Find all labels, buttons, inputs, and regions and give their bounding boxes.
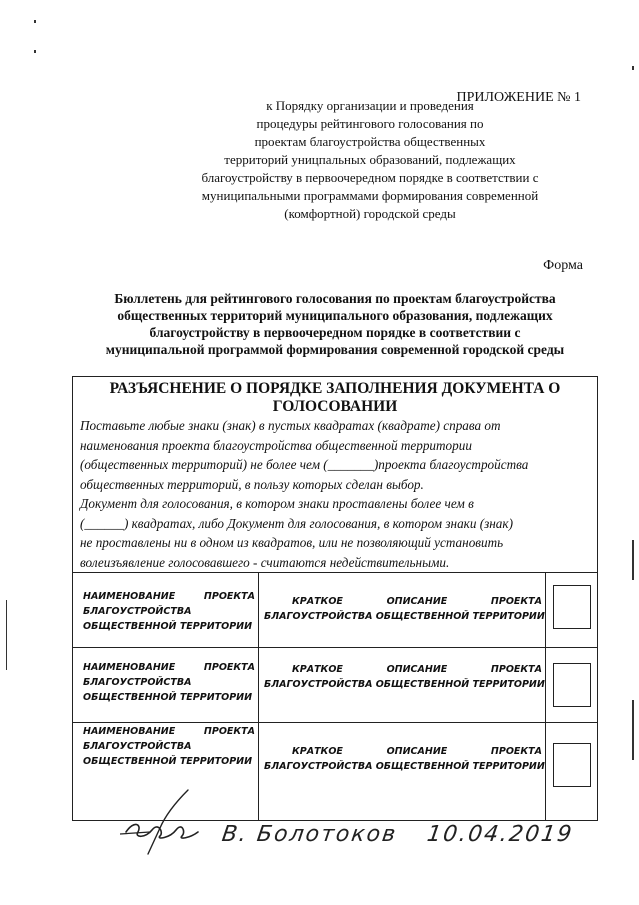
column-divider: [545, 572, 546, 820]
explanation-line: Документ для голосования, в котором знаки проставлены более чем в: [80, 496, 474, 511]
label-word: НАИМЕНОВАНИЕ: [83, 662, 176, 673]
scan-mark: [6, 600, 7, 670]
scan-mark: [34, 20, 36, 23]
explanation-line: наименования проекта благоустройства общественной территории: [80, 437, 472, 453]
explanation-line: Поставьте любые знаки (знак) в пустых квадратах (квадрате) справа от: [80, 418, 501, 433]
ballot-title-line: благоустройству в первоочередном порядке в соответствии с: [149, 325, 521, 340]
explanation-line: волеизъявление голосовавшего - считаются недействительными.: [80, 554, 450, 570]
ballot-title: [72, 290, 598, 358]
project-description-cell: [264, 594, 545, 624]
project-description-cell: [264, 744, 545, 774]
label-word: ОПИСАНИЕ: [386, 664, 448, 675]
label-line: БЛАГОУСТРОЙСТВА ОБЩЕСТВЕННОЙ ТЕРРИТОРИИ: [264, 611, 545, 622]
label-word: ПРОЕКТА: [203, 662, 255, 673]
project-name-cell: [83, 589, 255, 634]
appendix-reference-line: процедуры рейтингового голосования по: [256, 116, 484, 131]
appendix-reference-line: к Порядку организации и проведения: [266, 98, 474, 113]
explanation-line: (______) квадратах, либо Документ для голосования, в котором знаки (знак): [80, 515, 513, 531]
vote-checkbox[interactable]: [553, 585, 591, 629]
form-label: Форма: [543, 258, 583, 273]
scan-mark: [34, 50, 36, 53]
label-line: БЛАГОУСТРОЙСТВА: [83, 606, 192, 617]
project-name-cell: [83, 724, 255, 769]
label-word: ПРОЕКТА: [490, 664, 542, 675]
signoff-name: В. Болотоков: [220, 822, 399, 847]
label-word: КРАТКОЕ: [292, 664, 343, 675]
explanation-line: (общественных территорий) не более чем (_______)проекта благоустройства: [80, 457, 529, 472]
label-word: ПРОЕКТА: [203, 591, 255, 602]
signature-mark: [120, 780, 220, 860]
label-word: ПРОЕКТА: [490, 596, 542, 607]
appendix-number: ПРИЛОЖЕНИЕ № 1: [456, 90, 581, 105]
column-divider: [258, 572, 259, 820]
label-word: КРАТКОЕ: [292, 596, 343, 607]
row-divider: [72, 647, 598, 648]
explanation-line: не проставлены ни в одном из квадратов, или не позволяющий установить: [80, 535, 504, 550]
vote-checkbox[interactable]: [553, 743, 591, 787]
vote-checkbox[interactable]: [553, 663, 591, 707]
appendix-reference-line: (комфортной) городской среды: [284, 206, 456, 221]
label-word: НАИМЕНОВАНИЕ: [83, 591, 176, 602]
signoff-date: 10.04.2019: [425, 822, 575, 847]
label-word: КРАТКОЕ: [292, 746, 343, 757]
label-word: НАИМЕНОВАНИЕ: [83, 726, 176, 737]
explanation-heading-line: РАЗЪЯСНЕНИЕ О ПОРЯДКЕ ЗАПОЛНЕНИЯ ДОКУМЕНТА О: [109, 380, 561, 397]
label-word: ПРОЕКТА: [490, 746, 542, 757]
ballot-title-line: Бюллетень для рейтингового голосования по проектам благоустройства: [114, 291, 556, 306]
explanation-text: [80, 416, 594, 572]
project-description-cell: [264, 662, 545, 692]
table-top-line: [72, 572, 598, 573]
label-word: ПРОЕКТА: [203, 726, 255, 737]
scan-mark: [632, 700, 634, 760]
label-line: ОБЩЕСТВЕННОЙ ТЕРРИТОРИИ: [83, 756, 253, 767]
appendix-reference-line: благоустройству в первоочередном порядке в соответствии с: [201, 170, 539, 185]
ballot-title-line: муниципальной программой формирования современной городской среды: [105, 342, 565, 357]
row-divider: [72, 722, 598, 723]
label-line: БЛАГОУСТРОЙСТВА: [83, 677, 192, 688]
label-line: БЛАГОУСТРОЙСТВА ОБЩЕСТВЕННОЙ ТЕРРИТОРИИ: [264, 679, 545, 690]
appendix-reference-line: муниципальными программами формирования современной: [201, 188, 539, 203]
project-name-cell: [83, 660, 255, 705]
appendix-reference-line: проектам благоустройства общественных: [254, 134, 486, 149]
explanation-line: общественных территорий, в пользу которых сделан выбор.: [80, 476, 424, 492]
handwritten-signoff: [220, 822, 575, 847]
label-line: БЛАГОУСТРОЙСТВА: [83, 741, 192, 752]
appendix-reference-line: территорий уницпальных образований, подлежащих: [224, 152, 516, 167]
ballot-title-line: общественных территорий муниципального образования, подлежащих: [117, 308, 553, 323]
appendix-reference: [150, 97, 590, 223]
scan-mark: [632, 66, 634, 70]
scan-mark: [632, 540, 634, 580]
label-line: ОБЩЕСТВЕННОЙ ТЕРРИТОРИИ: [83, 692, 253, 703]
label-line: БЛАГОУСТРОЙСТВА ОБЩЕСТВЕННОЙ ТЕРРИТОРИИ: [264, 761, 545, 772]
label-word: ОПИСАНИЕ: [386, 596, 448, 607]
label-line: ОБЩЕСТВЕННОЙ ТЕРРИТОРИИ: [83, 621, 253, 632]
label-word: ОПИСАНИЕ: [386, 746, 448, 757]
explanation-heading: [80, 380, 590, 416]
explanation-heading-line: ГОЛОСОВАНИИ: [272, 398, 398, 415]
